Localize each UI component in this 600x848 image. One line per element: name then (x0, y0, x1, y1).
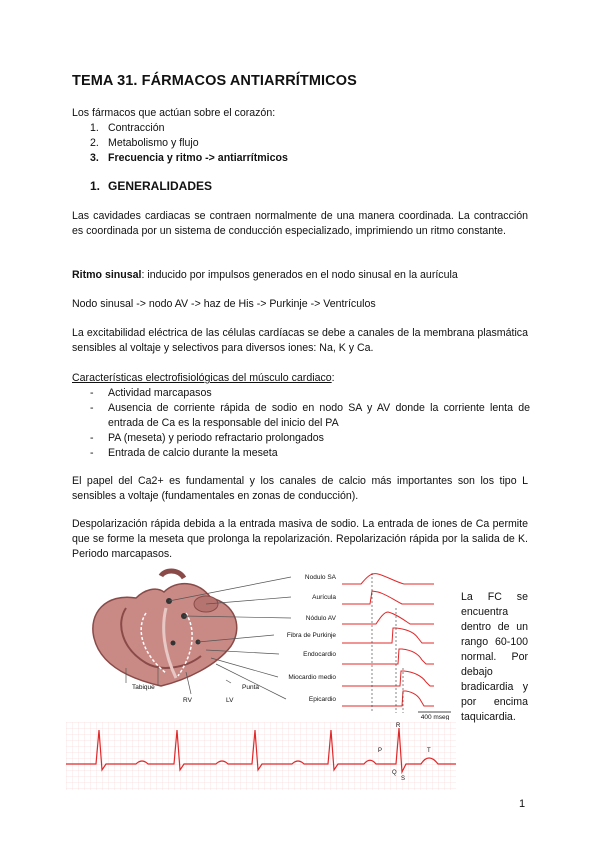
list-item: - PA (meseta) y periodo refractario prolongados (90, 432, 324, 444)
characteristics-heading: Características electrofisiológicas del músculo cardiaco: (72, 372, 335, 384)
list-item: 3. Frecuencia y ritmo -> antiarrítmicos (90, 152, 288, 164)
section-heading: 1. GENERALIDADES (90, 179, 213, 193)
ecg-label-p: P (378, 748, 383, 754)
ecg-grid (66, 722, 456, 790)
ecg-label-s: S (401, 776, 406, 782)
list-item: - Ausencia de corriente rápida de sodio en nodo SA y AV donde la corriente lenta de entrada de Ca es la responsable del inicio del PA (90, 402, 530, 429)
label-av-node: Nódulo AV (305, 615, 336, 622)
label-purkinje: Fibra de Purkinje (286, 632, 336, 639)
label-sa-node: Nodulo SA (304, 574, 336, 581)
label-epicardium: Epicardio (308, 696, 336, 703)
heart-rate-note: La FC se encuentra dentro de un rango 60-100 normal. Por debajo bradicardia y por encima taquicardia. (461, 591, 528, 723)
list-item: - Entrada de calcio durante la meseta (90, 447, 278, 459)
ecg-label-r: R (396, 723, 401, 729)
heart-illustration (93, 571, 237, 686)
ecg-label-t: T (427, 748, 431, 754)
paragraph-sinus-rhythm: Ritmo sinusal: inducido por impulsos generados en el nodo sinusal en la aurícula (72, 269, 458, 281)
label-endocardium: Endocardio (303, 651, 336, 658)
organ-effects-list (90, 121, 288, 166)
page-title: TEMA 31. FÁRMACOS ANTIARRÍTMICOS (72, 73, 357, 89)
label-rv: RV (183, 697, 192, 704)
paragraph-conduction-path: Nodo sinusal -> nodo AV -> haz de His -> Purkinje -> Ventrículos (72, 298, 376, 310)
heart-action-potential-figure (66, 568, 456, 720)
label-atrium: Aurícula (312, 594, 336, 601)
characteristics-list (90, 386, 530, 461)
intro-text: Los fármacos que actúan sobre el corazón: (72, 107, 276, 119)
page-number: 1 (519, 798, 526, 810)
ecg-strip (66, 722, 456, 790)
action-potential-traces (342, 574, 434, 706)
paragraph-contraction: Las cavidades cardiacas se contraen normalmente de una manera coordinada. La contracción es coordinada por un sistema de conducción especializado, imprimiendo un ritmo constante. (72, 210, 528, 237)
list-item: 2. Metabolismo y flujo (90, 137, 199, 149)
paragraph-excitability: La excitabilidad eléctrica de las células cardíacas se debe a canales de la membrana plasmática sensibles al voltaje y selectivos para diversos iones: Na, K y Ca. (72, 327, 528, 354)
scale-label: 400 mseg (420, 714, 450, 720)
list-item: 1. Contracción (90, 122, 165, 134)
paragraph-depolarization: Despolarización rápida debida a la entrada masiva de sodio. La entrada de iones de Ca permite que se forme la meseta que prolonga la repolarización. Repolarización rápida por la salida de K. Periodo marcapasos. (72, 518, 528, 560)
label-apex: Punta (242, 684, 259, 691)
label-lv: LV (226, 697, 234, 704)
ecg-label-q: Q (392, 770, 397, 776)
label-septum: Tabique (132, 684, 155, 691)
list-item: - Actividad marcapasos (90, 387, 212, 399)
label-mid-myocardium: Miocardio medio (288, 674, 336, 681)
paragraph-calcium: El papel del Ca2+ es fundamental y los canales de calcio más importantes son los tipo L sensibles a voltaje (fundamentales en zonas de conducción). (72, 475, 528, 502)
